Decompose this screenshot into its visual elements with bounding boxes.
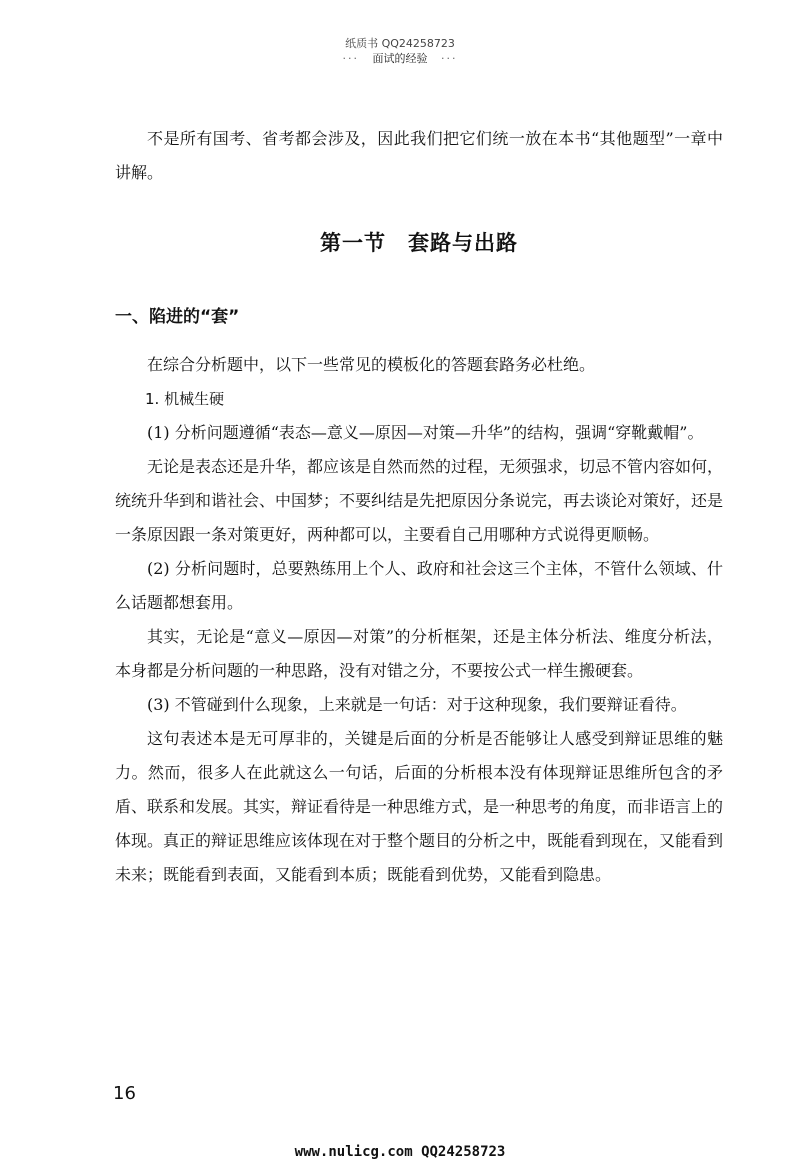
- section-number: 第一节: [320, 231, 386, 255]
- header-dots-right: ···: [441, 52, 458, 65]
- page-number: 16: [113, 1083, 136, 1104]
- body-paragraph-1: (1) 分析问题遵循“表态—意义—原因—对策—升华”的结构，强调“穿靴戴帽”。: [147, 423, 704, 442]
- body-paragraph-3: (2) 分析问题时，总要熟练用上个人、政府和社会这三个主体，不管什么领域、什么话题都想套用。: [115, 559, 723, 612]
- body-paragraph-4: 其实，无论是“意义—原因—对策”的分析框架，还是主体分析法、维度分析法，本身都是分析问题的一种思路，没有对错之分，不要按公式一样生搬硬套。: [115, 627, 723, 680]
- body-paragraph-5: (3) 不管碰到什么现象，上来就是一句话：对于这种现象，我们要辩证看待。: [147, 695, 687, 714]
- body-paragraph-2: 无论是表态还是升华，都应该是自然而然的过程，无须强求，切忌不管内容如何，统统升华到和谐社会、中国梦；不要纠结是先把原因分条说完，再去谈论对策好，还是一条原因跟一条对策更好，两种都可以，主要看自己用哪种方式说得更顺畅。: [115, 457, 724, 544]
- lead-paragraph: 在综合分析题中，以下一些常见的模板化的答题套路务必杜绝。: [147, 355, 596, 374]
- page-content: [115, 122, 723, 892]
- section-heading: [115, 226, 723, 260]
- minor-heading: 1. 机械生硬: [145, 390, 225, 408]
- header-watermark: 纸质书 QQ24258723: [345, 37, 455, 50]
- body-paragraph-6: 这句表述本是无可厚非的，关键是后面的分析是否能够让人感受到辩证思维的魅力。然而，很多人在此就这么一句话，后面的分析根本没有体现辩证思维所包含的矛盾、联系和发展。其实，辩证看待是一种思维方式，是一种思考的角度，而非语言上的体现。真正的辩证思维应该体现在对于整个题目的分析之中，既能看到现在，又能看到未来；既能看到表面，又能看到本质；既能看到优势，又能看到隐患。: [115, 729, 724, 884]
- running-header-title: 面试的经验: [372, 52, 428, 65]
- section-title: 套路与出路: [408, 231, 518, 255]
- header-dots-left: ···: [342, 52, 359, 65]
- footer-watermark: www.nulicg.com QQ24258723: [294, 1144, 506, 1160]
- running-header: [0, 52, 800, 66]
- subsection-heading: 一、陷进的“套”: [115, 307, 240, 327]
- intro-paragraph: 不是所有国考、省考都会涉及，因此我们把它们统一放在本书“其他题型”一章中讲解。: [115, 129, 723, 182]
